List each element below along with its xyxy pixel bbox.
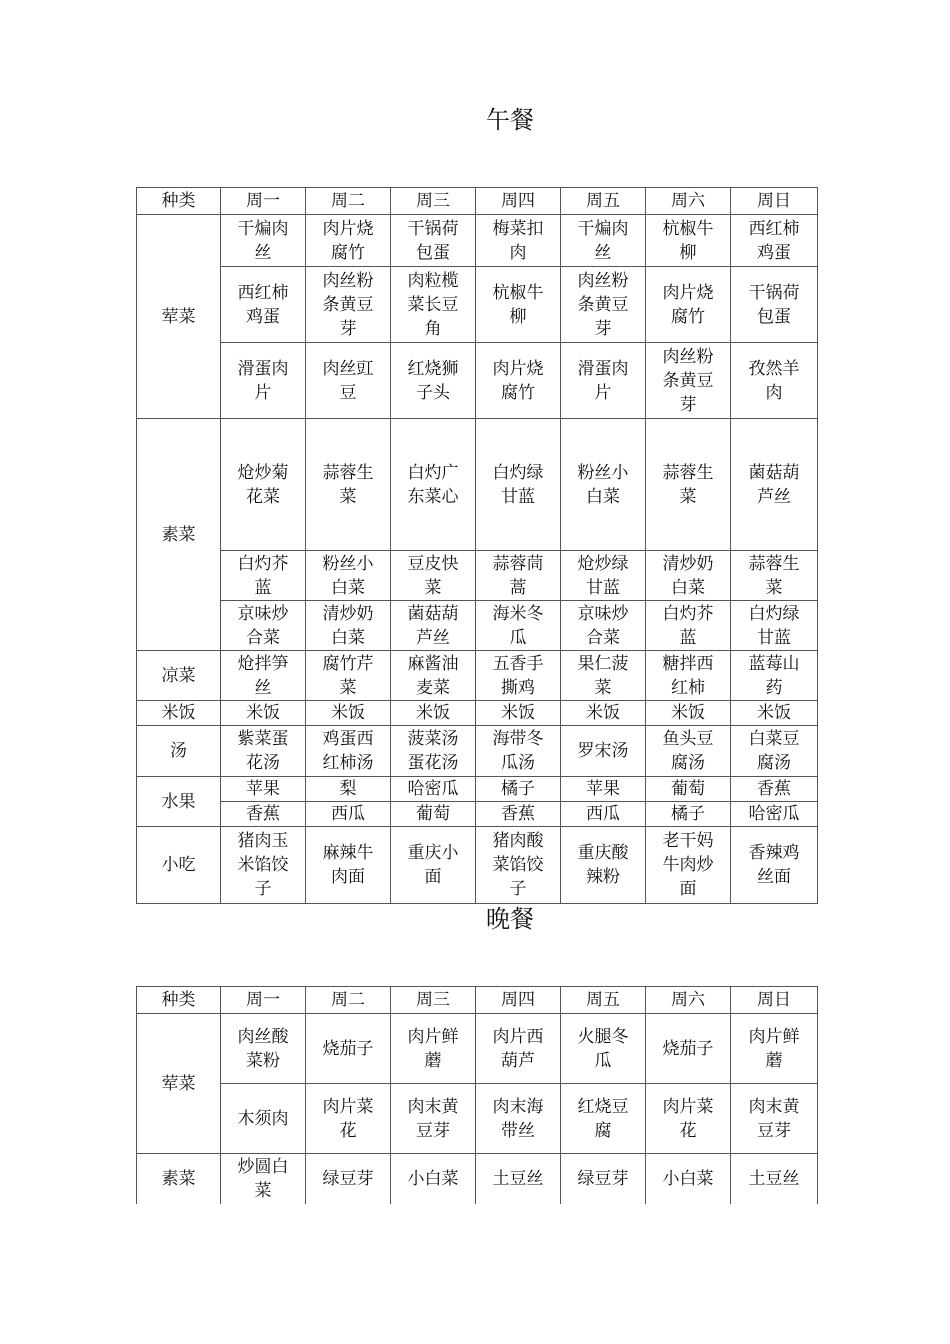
veg-row bbox=[137, 601, 818, 651]
dish-cell: 西红柿 鸡蛋 bbox=[731, 215, 818, 267]
dish-cell: 西瓜 bbox=[561, 802, 646, 827]
dish-cell: 杭椒牛 柳 bbox=[646, 215, 731, 267]
dish-cell: 香辣鸡 丝面 bbox=[731, 827, 818, 904]
dish-cell: 肉片烧 腐竹 bbox=[476, 343, 561, 419]
dish-cell: 蒜蓉生 菜 bbox=[306, 419, 391, 551]
dish-cell: 肉丝粉 条黄豆 芽 bbox=[561, 267, 646, 343]
veg-row bbox=[137, 419, 818, 551]
dish-cell: 干煸肉 丝 bbox=[221, 215, 306, 267]
dish-cell: 香蕉 bbox=[476, 802, 561, 827]
dish-cell: 菌菇葫 芦丝 bbox=[391, 601, 476, 651]
dish-cell: 绿豆芽 bbox=[561, 1154, 646, 1204]
dish-cell: 炝拌笋 丝 bbox=[221, 651, 306, 701]
dish-cell: 麻酱油 麦菜 bbox=[391, 651, 476, 701]
lunch-menu-table bbox=[136, 187, 818, 904]
category-cell-meat: 荤菜 bbox=[137, 215, 221, 419]
dish-cell: 猪肉酸 菜馅饺 子 bbox=[476, 827, 561, 904]
header-cell: 周二 bbox=[306, 987, 391, 1014]
dish-cell: 粉丝小 白菜 bbox=[306, 551, 391, 601]
dinner-menu-table bbox=[136, 986, 818, 1204]
dish-cell: 孜然羊 肉 bbox=[731, 343, 818, 419]
dish-cell: 腐竹芹 菜 bbox=[306, 651, 391, 701]
dish-cell: 肉片西 葫芦 bbox=[476, 1014, 561, 1084]
header-cell: 周六 bbox=[646, 987, 731, 1014]
dish-cell: 海带冬 瓜汤 bbox=[476, 726, 561, 777]
dish-cell: 干煸肉 丝 bbox=[561, 215, 646, 267]
dish-cell: 蓝莓山 药 bbox=[731, 651, 818, 701]
dish-cell: 白灼绿 甘蓝 bbox=[731, 601, 818, 651]
dish-cell: 土豆丝 bbox=[731, 1154, 818, 1204]
dish-cell: 肉片烧 腐竹 bbox=[306, 215, 391, 267]
dish-cell: 小白菜 bbox=[391, 1154, 476, 1204]
dish-cell: 肉粒榄 菜长豆 角 bbox=[391, 267, 476, 343]
dish-cell: 白菜豆 腐汤 bbox=[731, 726, 818, 777]
dish-cell: 滑蛋肉 片 bbox=[221, 343, 306, 419]
dish-cell: 米饭 bbox=[476, 701, 561, 726]
dish-cell: 麻辣牛 肉面 bbox=[306, 827, 391, 904]
dish-cell: 肉末黄 豆芽 bbox=[731, 1084, 818, 1154]
veg-row bbox=[137, 551, 818, 601]
dish-cell: 肉片烧 腐竹 bbox=[646, 267, 731, 343]
category-cell-fruit: 水果 bbox=[137, 777, 221, 827]
dish-cell: 菠菜汤 蛋花汤 bbox=[391, 726, 476, 777]
dish-cell: 肉片菜 花 bbox=[306, 1084, 391, 1154]
dish-cell: 炒圆白 菜 bbox=[221, 1154, 306, 1204]
dish-cell: 梨 bbox=[306, 777, 391, 802]
rice-row bbox=[137, 701, 818, 726]
soup-row bbox=[137, 726, 818, 777]
dish-cell: 京味炒 合菜 bbox=[221, 601, 306, 651]
dish-cell: 肉片鲜 蘑 bbox=[391, 1014, 476, 1084]
header-cell: 周日 bbox=[731, 987, 818, 1014]
dish-cell: 木须肉 bbox=[221, 1084, 306, 1154]
category-cell-rice: 米饭 bbox=[137, 701, 221, 726]
dish-cell: 清炒奶 白菜 bbox=[646, 551, 731, 601]
header-cell: 周五 bbox=[561, 987, 646, 1014]
dish-cell: 小白菜 bbox=[646, 1154, 731, 1204]
dish-cell: 重庆酸 辣粉 bbox=[561, 827, 646, 904]
dish-cell: 肉末海 带丝 bbox=[476, 1084, 561, 1154]
fruit-row bbox=[137, 802, 818, 827]
dish-cell: 肉片鲜 蘑 bbox=[731, 1014, 818, 1084]
dish-cell: 炝炒绿 甘蓝 bbox=[561, 551, 646, 601]
meat-row bbox=[137, 215, 818, 267]
cold-row bbox=[137, 651, 818, 701]
dish-cell: 罗宋汤 bbox=[561, 726, 646, 777]
header-cell: 周三 bbox=[391, 987, 476, 1014]
meat-row bbox=[137, 267, 818, 343]
dish-cell: 红烧狮 子头 bbox=[391, 343, 476, 419]
dish-cell: 香蕉 bbox=[731, 777, 818, 802]
fruit-row bbox=[137, 777, 818, 802]
category-cell-snack: 小吃 bbox=[137, 827, 221, 904]
header-cell: 周六 bbox=[646, 188, 731, 215]
dish-cell: 香蕉 bbox=[221, 802, 306, 827]
header-cell: 周二 bbox=[306, 188, 391, 215]
dish-cell: 重庆小 面 bbox=[391, 827, 476, 904]
dish-cell: 炝炒菊 花菜 bbox=[221, 419, 306, 551]
dish-cell: 鱼头豆 腐汤 bbox=[646, 726, 731, 777]
dish-cell: 火腿冬 瓜 bbox=[561, 1014, 646, 1084]
meat-row bbox=[137, 1084, 818, 1154]
dish-cell: 葡萄 bbox=[646, 777, 731, 802]
dish-cell: 蒜蓉生 菜 bbox=[731, 551, 818, 601]
header-cell: 周三 bbox=[391, 188, 476, 215]
dish-cell: 苹果 bbox=[561, 777, 646, 802]
header-cell: 种类 bbox=[137, 987, 221, 1014]
category-cell-veg: 素菜 bbox=[137, 419, 221, 651]
dish-cell: 干锅荷 包蛋 bbox=[391, 215, 476, 267]
header-cell: 周四 bbox=[476, 188, 561, 215]
dish-cell: 干锅荷 包蛋 bbox=[731, 267, 818, 343]
dish-cell: 米饭 bbox=[391, 701, 476, 726]
dish-cell: 米饭 bbox=[306, 701, 391, 726]
dish-cell: 豆皮快 菜 bbox=[391, 551, 476, 601]
dish-cell: 肉丝酸 菜粉 bbox=[221, 1014, 306, 1084]
header-cell: 周一 bbox=[221, 987, 306, 1014]
meat-row bbox=[137, 343, 818, 419]
dish-cell: 五香手 撕鸡 bbox=[476, 651, 561, 701]
dish-cell: 绿豆芽 bbox=[306, 1154, 391, 1204]
dish-cell: 猪肉玉 米馅饺 子 bbox=[221, 827, 306, 904]
category-cell-cold: 凉菜 bbox=[137, 651, 221, 701]
dish-cell: 米饭 bbox=[646, 701, 731, 726]
dish-cell: 肉片菜 花 bbox=[646, 1084, 731, 1154]
dish-cell: 西红柿 鸡蛋 bbox=[221, 267, 306, 343]
dish-cell: 橘子 bbox=[476, 777, 561, 802]
dish-cell: 清炒奶 白菜 bbox=[306, 601, 391, 651]
dish-cell: 哈密瓜 bbox=[731, 802, 818, 827]
dish-cell: 粉丝小 白菜 bbox=[561, 419, 646, 551]
dish-cell: 红烧豆 腐 bbox=[561, 1084, 646, 1154]
dish-cell: 白灼芥 蓝 bbox=[646, 601, 731, 651]
dish-cell: 白灼绿 甘蓝 bbox=[476, 419, 561, 551]
dish-cell: 蒜蓉生 菜 bbox=[646, 419, 731, 551]
dish-cell: 鸡蛋西 红柿汤 bbox=[306, 726, 391, 777]
dish-cell: 橘子 bbox=[646, 802, 731, 827]
dish-cell: 白灼广 东菜心 bbox=[391, 419, 476, 551]
dish-cell: 土豆丝 bbox=[476, 1154, 561, 1204]
veg-row bbox=[137, 1154, 818, 1204]
category-cell-meat: 荤菜 bbox=[137, 1014, 221, 1154]
lunch-title: 午餐 bbox=[486, 106, 534, 134]
dish-cell: 肉末黄 豆芽 bbox=[391, 1084, 476, 1154]
category-cell-soup: 汤 bbox=[137, 726, 221, 777]
dish-cell: 滑蛋肉 片 bbox=[561, 343, 646, 419]
dish-cell: 京味炒 合菜 bbox=[561, 601, 646, 651]
dish-cell: 紫菜蛋 花汤 bbox=[221, 726, 306, 777]
dish-cell: 海米冬 瓜 bbox=[476, 601, 561, 651]
dish-cell: 肉丝粉 条黄豆 芽 bbox=[306, 267, 391, 343]
dish-cell: 米饭 bbox=[561, 701, 646, 726]
dish-cell: 蒜蓉茼 蒿 bbox=[476, 551, 561, 601]
snack-row bbox=[137, 827, 818, 904]
category-cell-veg: 素菜 bbox=[137, 1154, 221, 1204]
dish-cell: 西瓜 bbox=[306, 802, 391, 827]
dish-cell: 烧茄子 bbox=[306, 1014, 391, 1084]
dish-cell: 肉丝豇 豆 bbox=[306, 343, 391, 419]
dish-cell: 肉丝粉 条黄豆 芽 bbox=[646, 343, 731, 419]
header-cell: 种类 bbox=[137, 188, 221, 215]
dish-cell: 米饭 bbox=[731, 701, 818, 726]
dish-cell: 老干妈 牛肉炒 面 bbox=[646, 827, 731, 904]
header-cell: 周一 bbox=[221, 188, 306, 215]
dish-cell: 哈密瓜 bbox=[391, 777, 476, 802]
header-cell: 周四 bbox=[476, 987, 561, 1014]
dish-cell: 米饭 bbox=[221, 701, 306, 726]
dish-cell: 葡萄 bbox=[391, 802, 476, 827]
header-row bbox=[137, 188, 818, 215]
dish-cell: 菌菇葫 芦丝 bbox=[731, 419, 818, 551]
dish-cell: 杭椒牛 柳 bbox=[476, 267, 561, 343]
dish-cell: 白灼芥 蓝 bbox=[221, 551, 306, 601]
dinner-title: 晚餐 bbox=[486, 905, 534, 933]
header-cell: 周日 bbox=[731, 188, 818, 215]
dish-cell: 梅菜扣 肉 bbox=[476, 215, 561, 267]
dish-cell: 苹果 bbox=[221, 777, 306, 802]
dish-cell: 烧茄子 bbox=[646, 1014, 731, 1084]
meat-row bbox=[137, 1014, 818, 1084]
dish-cell: 果仁菠 菜 bbox=[561, 651, 646, 701]
header-cell: 周五 bbox=[561, 188, 646, 215]
header-row bbox=[137, 987, 818, 1014]
dish-cell: 糖拌西 红柿 bbox=[646, 651, 731, 701]
